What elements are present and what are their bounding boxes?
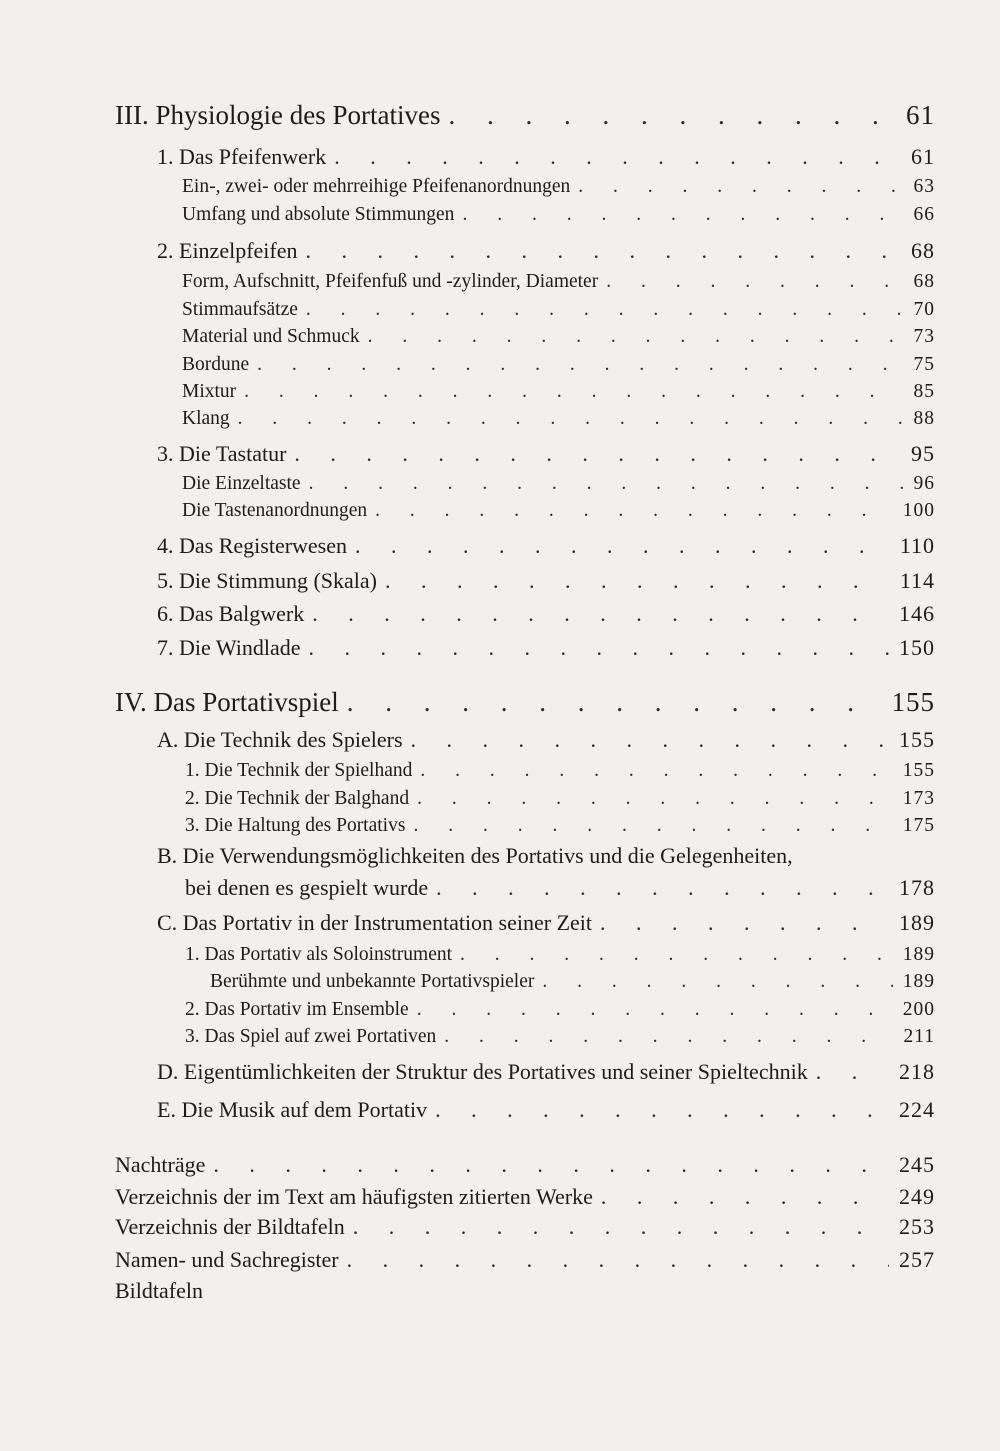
toc-entry-title: 2. Die Technik der Balghand: [185, 788, 410, 809]
toc-entry-page: 253: [899, 1214, 935, 1239]
toc-entry-page: 155: [902, 760, 935, 781]
dot-leader: [347, 687, 882, 718]
dot-leader: [244, 381, 903, 403]
toc-entry-title: 1. Das Portativ als Soloinstrument: [185, 944, 453, 965]
toc-entry-page: 63: [913, 176, 935, 197]
toc-entry-title: 6. Das Balgwerk: [157, 601, 305, 626]
toc-entry-page: 70: [913, 299, 935, 320]
toc-entry-title: 7. Die Windlade: [157, 635, 301, 660]
toc-entry-title: Material und Schmuck: [182, 326, 360, 347]
dot-leader: [542, 971, 892, 993]
toc-entry: [157, 601, 935, 627]
toc-entry: [185, 760, 935, 782]
dot-leader: [334, 144, 901, 170]
dot-leader: [347, 1247, 889, 1273]
toc-entry: [182, 326, 935, 348]
toc-entry-page: 257: [899, 1247, 935, 1272]
toc-entry-title: 4. Das Registerwesen: [157, 533, 348, 558]
toc-entry-title: Berühmte und unbekannte Portativspieler: [210, 971, 535, 992]
toc-entry-title: 2. Das Portativ im Ensemble: [185, 999, 409, 1020]
toc-entry-page: 189: [899, 910, 935, 935]
toc-entry: [185, 875, 935, 901]
toc-entry-page: 66: [913, 204, 935, 225]
toc-entry: [182, 271, 935, 293]
dot-leader: [462, 204, 903, 226]
toc-entry: [182, 473, 935, 495]
dot-leader: [417, 999, 893, 1021]
toc-entry: [182, 354, 935, 376]
toc-entry: [182, 381, 935, 403]
toc-entry-page: 245: [899, 1152, 935, 1177]
toc-entry: [210, 971, 935, 993]
toc-entry-page: 68: [913, 271, 935, 292]
dot-leader: [413, 815, 892, 837]
dot-leader: [420, 760, 892, 782]
dot-leader: [816, 1059, 889, 1085]
toc-entry-title: C. Das Portativ in der Instrumentation seiner Zeit: [157, 910, 593, 935]
toc-entry: [185, 788, 935, 810]
toc-entry: [157, 910, 935, 936]
dot-leader: [460, 944, 893, 966]
dot-leader: [238, 408, 904, 430]
toc-entry-page: 61: [911, 144, 935, 169]
dot-leader: [306, 238, 902, 264]
toc-entry: [115, 1152, 935, 1178]
dot-leader: [213, 1152, 889, 1178]
toc-entry: [182, 176, 935, 198]
toc-entry: [157, 635, 935, 661]
toc-entry-title: 2. Einzelpfeifen: [157, 238, 298, 263]
dot-leader: [436, 875, 889, 901]
toc-entry-page: 88: [913, 408, 935, 429]
toc-entry-title: Die Einzeltaste: [182, 473, 301, 494]
dot-leader: [355, 533, 890, 559]
dot-leader: [606, 271, 903, 293]
toc-entry: [115, 100, 935, 131]
dot-leader: [417, 788, 893, 810]
toc-entry-title: 5. Die Stimmung (Skala): [157, 568, 377, 593]
dot-leader: [600, 910, 889, 936]
toc-entry: [185, 1026, 935, 1048]
toc-entry-title: E. Die Musik auf dem Portativ: [157, 1097, 428, 1122]
toc-entry: [115, 687, 935, 718]
toc-entry: [157, 441, 935, 467]
toc-entry-page: 100: [902, 500, 935, 521]
toc-entry: [182, 408, 935, 430]
toc-entry-page: 73: [913, 326, 935, 347]
dot-leader: [444, 1026, 893, 1048]
dot-leader: [411, 727, 889, 753]
toc-entry-page: 85: [913, 381, 935, 402]
dot-leader: [601, 1184, 889, 1210]
toc-entry-title: Die Tastenanordnungen: [182, 500, 368, 521]
toc-entry-page: 175: [902, 815, 935, 836]
toc-entry-title: III. Physiologie des Portatives: [115, 100, 441, 130]
dot-leader: [385, 568, 890, 594]
toc-entry-page: 155: [899, 727, 935, 752]
toc-entry-title: Mixtur: [182, 381, 237, 402]
toc-entry: [182, 500, 935, 522]
toc-entry: [115, 1278, 935, 1304]
toc-entry-title: Umfang und absolute Stimmungen: [182, 204, 455, 225]
toc-entry-title: Ein-, zwei- oder mehrreihige Pfeifenanordnungen: [182, 176, 571, 197]
toc-entry-page: 95: [911, 441, 935, 466]
toc-entry: [157, 533, 935, 559]
toc-entry-title: 1. Die Technik der Spielhand: [185, 760, 413, 781]
dot-leader: [294, 441, 901, 467]
toc-entry-title: IV. Das Portativspiel: [115, 687, 339, 717]
toc-entry-title: A. Die Technik des Spielers: [157, 727, 403, 752]
dot-leader: [448, 100, 896, 131]
dot-leader: [368, 326, 904, 348]
toc-entry-page: 224: [899, 1097, 935, 1122]
toc-entry-page: 68: [911, 238, 935, 263]
toc-entry: [115, 1184, 935, 1210]
toc-entry: [115, 1214, 935, 1240]
toc-entry-title: 3. Die Tastatur: [157, 441, 287, 466]
dot-leader: [312, 601, 889, 627]
dot-leader: [578, 176, 903, 198]
toc-entry-page: 110: [899, 533, 935, 558]
toc-entry-title: Verzeichnis der im Text am häufigsten zitierten Werke: [115, 1184, 593, 1209]
toc-entry-page: 211: [903, 1026, 935, 1047]
toc-entry-title: 3. Die Haltung des Portativs: [185, 815, 406, 836]
toc-entry: [182, 299, 935, 321]
toc-entry-title: bei denen es gespielt wurde: [185, 875, 429, 900]
toc-entry: [185, 944, 935, 966]
toc-entry: [157, 1059, 935, 1085]
toc-entry-page: 61: [906, 100, 935, 130]
toc-entry: [157, 727, 935, 753]
toc-entry-page: 249: [899, 1184, 935, 1209]
toc-entry-page: 114: [899, 568, 935, 593]
dot-leader: [257, 354, 903, 376]
toc-entry-page: 173: [902, 788, 935, 809]
toc-entry-page: 150: [899, 635, 935, 660]
toc-entry: [157, 1097, 935, 1123]
toc-entry-page: 189: [902, 971, 935, 992]
toc-entry-title: Verzeichnis der Bildtafeln: [115, 1214, 345, 1239]
toc-entry-page: 96: [913, 473, 935, 494]
toc-entry-page: 200: [902, 999, 935, 1020]
toc-entry-page: 155: [891, 687, 935, 717]
toc-entry-title: Bordune: [182, 354, 250, 375]
toc-entry: [157, 144, 935, 170]
toc-entry-title: Klang: [182, 408, 230, 429]
toc-entry-page: 189: [902, 944, 935, 965]
toc-entry: [157, 568, 935, 594]
dot-leader: [353, 1214, 889, 1240]
dot-leader: [375, 500, 893, 522]
dot-leader: [309, 635, 889, 661]
dot-leader: [309, 473, 904, 495]
toc-entry-title: D. Eigentümlichkeiten der Struktur des Portatives und seiner Spieltechnik: [157, 1059, 808, 1084]
toc-entry-title: 3. Das Spiel auf zwei Portativen: [185, 1026, 437, 1047]
toc-entry-title: 1. Das Pfeifenwerk: [157, 144, 327, 169]
toc-entry-title: Bildtafeln: [115, 1278, 203, 1303]
toc-entry: [157, 238, 935, 264]
toc-entry: [185, 999, 935, 1021]
toc-entry-page: 218: [899, 1059, 935, 1084]
dot-leader: [306, 299, 904, 321]
toc-entry: [182, 204, 935, 226]
toc-entry-title: Stimmaufsätze: [182, 299, 298, 320]
toc-entry-title: Namen- und Sachregister: [115, 1247, 339, 1272]
toc-entry: [115, 1247, 935, 1273]
toc-entry-title: Form, Aufschnitt, Pfeifenfuß und -zylinder, Diameter: [182, 271, 599, 292]
toc-entry-title: Nachträge: [115, 1152, 206, 1177]
toc-entry-page: 75: [913, 354, 935, 375]
dot-leader: [435, 1097, 889, 1123]
toc-entry: [185, 815, 935, 837]
toc-entry-page: 146: [899, 601, 935, 626]
toc-entry-page: 178: [899, 875, 935, 900]
toc-entry-b-line1: B. Die Verwendungsmöglichkeiten des Portativs und die Gelegenheiten,: [157, 843, 793, 868]
